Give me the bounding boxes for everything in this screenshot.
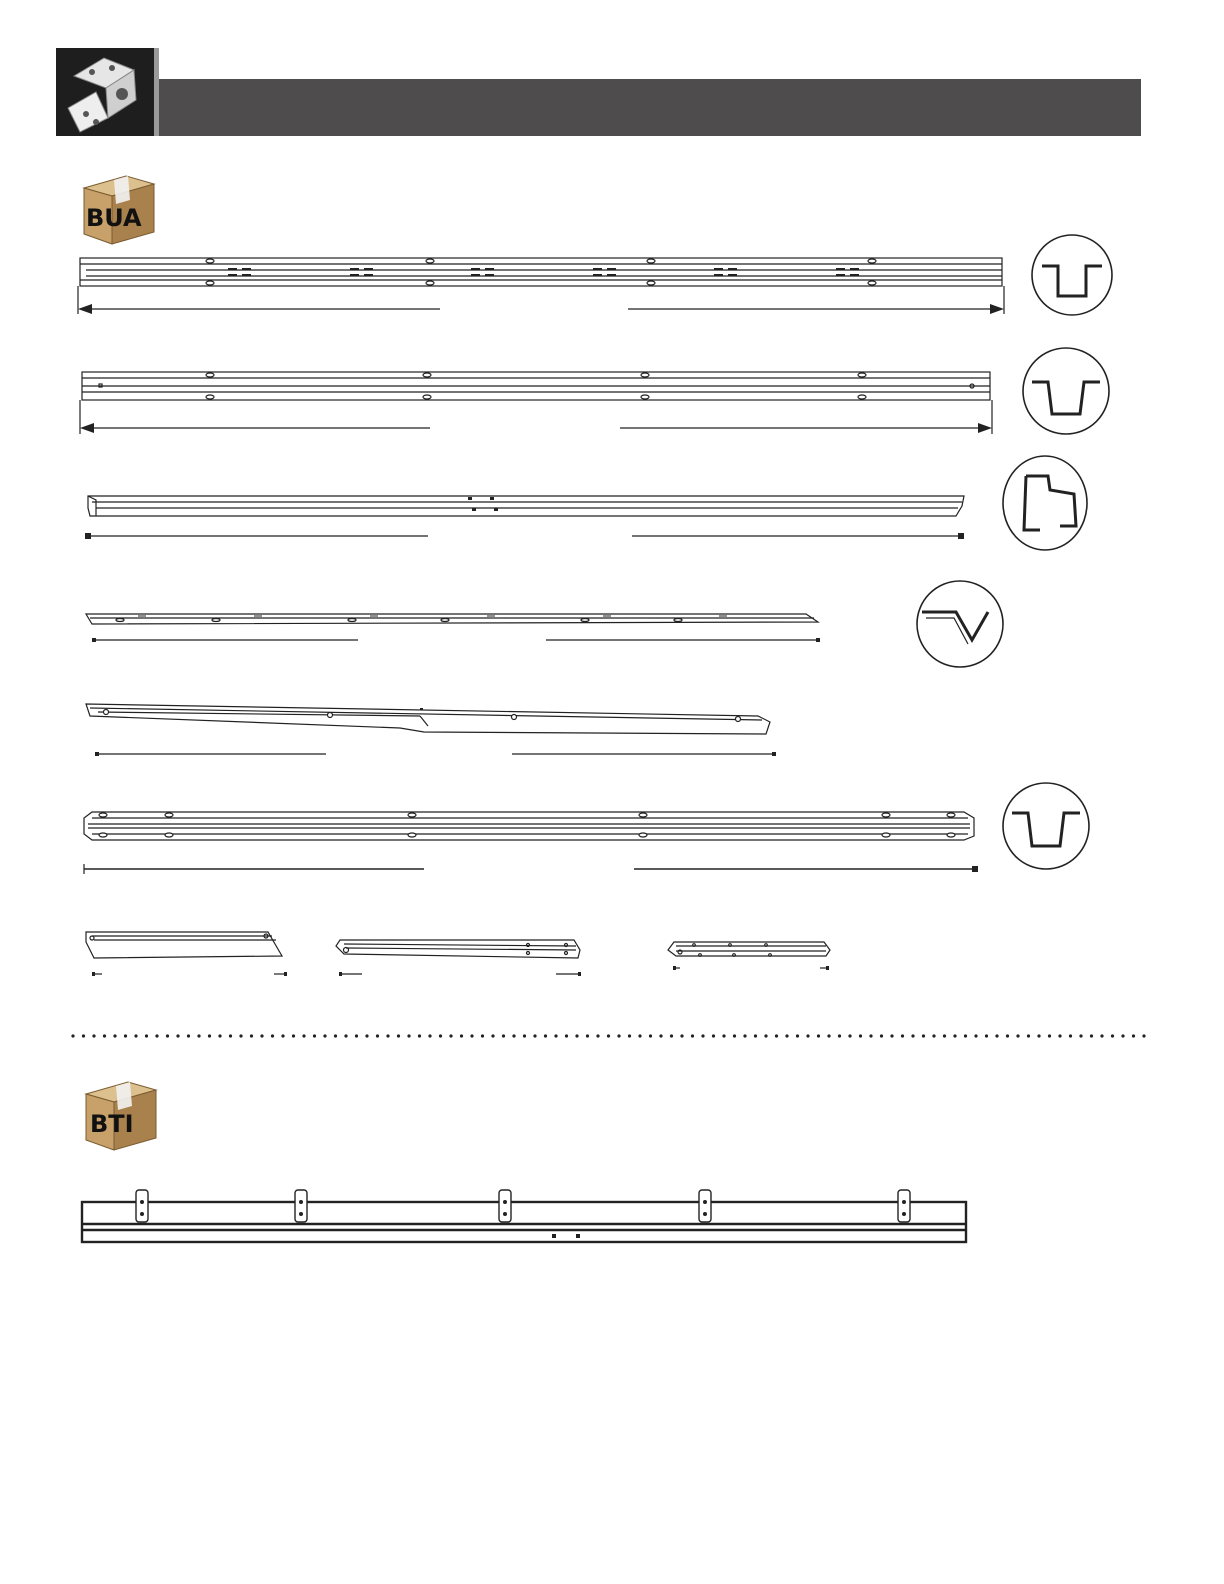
profile-u-2	[1023, 348, 1109, 434]
part-channel-3	[85, 496, 964, 539]
part-channel-5	[86, 704, 776, 756]
part-bti-beam	[82, 1190, 966, 1242]
part-rail-6	[84, 812, 978, 874]
part-rail-2	[80, 372, 992, 434]
part-short-7	[86, 932, 287, 976]
profile-u-6	[1003, 783, 1089, 869]
box-bti-label: BTI	[90, 1110, 134, 1138]
part-rail-1	[78, 258, 1004, 314]
part-angle-4	[86, 614, 820, 642]
box-bua-label: BUA	[86, 204, 142, 232]
profile-angle-4	[917, 581, 1003, 667]
part-short-9	[668, 942, 830, 970]
profile-u-1	[1032, 235, 1112, 315]
part-short-8	[336, 940, 581, 976]
profile-c-3	[1003, 456, 1087, 550]
dotted-divider	[70, 1033, 1150, 1039]
